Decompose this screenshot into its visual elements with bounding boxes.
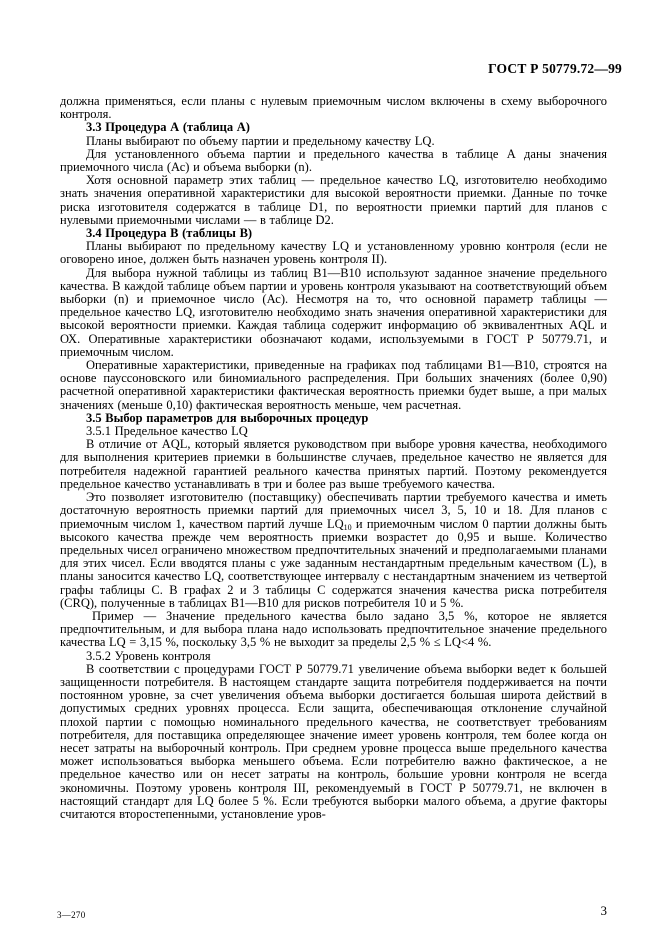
paragraph: В соответствии с процедурами ГОСТ Р 50779.71 увеличение объема выборки ведет к большей защищенности потребителя. В настоящем стандарте защита потребителя поддерживается на почти постоянном уровне, за счет увеличения объема выборки достигается большая широта действий в допустимых средних уровнях процесса. Если защита, обеспечивающая отклонение случайной плохой партии с помощью номинального предельного качества, не соответствует требованиям потребителя, для поставщика определяющее значение имеет уровень контроля, тем более когда он несет затраты на выборочный контроль. При среднем уровне процесса выше предельного качества может использоваться выборка меньшего объема. Если потребителю важно фактическое, а не предельное качество или он несет затраты на контроль, большие уровни контроля не всегда экономичны. Поэтому уровень контроля III, рекомендуемый в ГОСТ Р 50779.71, не включен в настоящий стандарт для LQ более 5 %. Если требуются выборки малого объема, а другие факторы считаются второстепенными, установление уров-	[60, 661, 607, 821]
page-number: 3	[600, 903, 607, 918]
paragraph: Для установленного объема партии и предельного качества в таблице А даны значения приемочного числа (Ас) и объема выборки (n).	[60, 146, 607, 175]
paragraph: Хотя основной параметр этих таблиц — предельное качество LQ, изготовителю необходимо знать значения оперативной характеристики для высокой вероятности приемки. Данные по точке риска изготовителя содержатся в таблице D1, по вероятности приемки партий для планов с нулевыми приемочными числами — в таблице D2.	[60, 173, 607, 227]
paragraph: 3.5.1 Предельное качество LQ	[86, 424, 248, 439]
paragraph: В отличие от AQL, который является руководством при выборе уровня качества, необходимого для выполнения критериев приемки в большинстве случаев, предельное качество не является для потребителя надежной гарантией реального качества принятых партий. Поэтому рекомендуется предельное качество устанавливать в три и более раз выше требуемого качества.	[60, 437, 607, 491]
document-content	[60, 95, 607, 821]
paragraph: должна применяться, если планы с нулевым приемочным числом включены в схему выборочного контроля.	[60, 94, 607, 122]
document-standard-number: ГОСТ Р 50779.72—99	[488, 61, 622, 76]
section-heading: 3.4 Процедура В (таблицы В)	[86, 226, 253, 241]
paragraph: Планы выбирают по объему партии и предельному качеству LQ.	[86, 133, 435, 148]
paragraph: Планы выбирают по предельному качеству LQ и установленному уровню контроля (если не оговорено иное, должен быть назначен уровень контроля II).	[60, 239, 607, 267]
paragraph: Для выбора нужной таблицы из таблиц В1—В10 используют заданное значение предельного качества. В каждой таблице объем партии и уровень контроля указывают на соответствующий объем выборки (n) и приемочное число (Ас). Несмотря на то, что основной параметр таблицы — предельное качество LQ, изготовителю необходимо знать значения оперативной характеристики для высокой вероятности приемки. Каждая таблица содержит информацию об эквивалентных AQL и ОХ. Оперативные характеристики обозначают кодами, используемыми в ГОСТ Р 50779.71, и приемочным числом.	[60, 265, 607, 359]
subscript: 10	[343, 522, 352, 532]
paragraph: Пример — Значение предельного качества было задано 3,5 %, которое не является предпочтительным, и для выбора плана надо использовать предпочтительное значение предельного качества LQ = 3,15 %, поскольку 3,5 % не выходит за пределы 2,5 % ≤ LQ<4 %.	[60, 608, 607, 650]
section-heading: 3.3 Процедура А (таблица А)	[86, 120, 250, 135]
paragraph: Оперативные характеристики, приведенные на графиках под таблицами В1—В10, строятся на основе пауссоновского или биномиального распределения. При больших значениях (более 0,90) расчетной оперативной характеристики фактическая вероятность приемки будет выше, а при малых значениях (меньше 0,10) фактическая вероятность меньше, чем расчетная.	[60, 358, 607, 412]
print-order-number: 3—270	[57, 910, 86, 920]
paragraph: Это позволяет изготовителю (поставщику) обеспечивать партии требуемого качества и иметь достаточную вероятность приемки партий для приемочных чисел 3, 5, 10 и 18. Для планов с приемочным числом 1, качеством партий лучше $LQ_{10}$ и приемочным числом 0 партии должны быть высокого качества прежде чем вероятность приемки возрастет до 0,95 и выше. Количество предельных чисел ограничено множеством предпочтительных значений и предполагаемыми планами для этих чисел. Если вводятся планы с уже заданным нестандартным предельным качеством (L), в планы заносится качество LQ, соответствующее интервалу с нестандартным значением из четвертой графы таблицы С. В графах 2 и 3 таблицы С содержатся значения качества риска потребителя (CRQ), полученные в таблицах В1—В10 для рисков потребителя 10 и 5 %.	[60, 490, 607, 610]
paragraph: 3.5.2 Уровень контроля	[86, 648, 211, 663]
section-heading: 3.5 Выбор параметров для выборочных процедур	[86, 410, 369, 425]
